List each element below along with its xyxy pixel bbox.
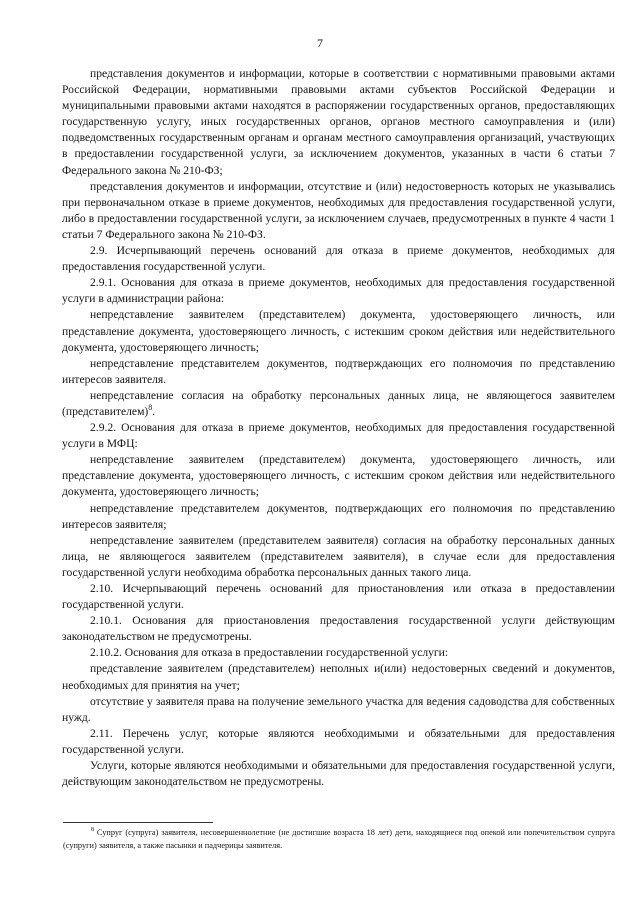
page-number: 7 (317, 36, 323, 50)
section-heading-2-9-1: 2.9.1. Основания для отказа в приеме документов, необходимых для предоставления государственной услуги в администрации района: (62, 276, 615, 306)
section-heading-2-10-2: 2.10.2. Основания для отказа в предоставлении государственной услуги: (90, 646, 449, 660)
paragraph-end-punctuation: . (152, 404, 156, 418)
list-item: непредставление заявителем (представителем заявителя) согласия на обработку персональных данных лица, не являющегося заявителем (представителем заявителя), в случае если для предоставления государственной услуги необходима обработка персональных данных такого лица. (62, 533, 615, 579)
footnote-reference: 8 (148, 403, 153, 413)
paragraph: представления документов и информации, которые в соответствии с нормативными правовыми актами Российской Федерации, нормативными правовыми актами субъектов Российской Федерации и муниципальными правовыми актами находятся в распоряжении государственных органов, предоставляющих государственную услугу, иных государственных органов, органов местного самоуправления и (или) подведомственных государственным органам и органам местного самоуправления организаций, участвующих в предоставлении государственной услуги, за исключением документов, указанных в части 6 статьи 7 Федерального закона № 210-ФЗ; (62, 67, 615, 177)
paragraph: Услуги, которые являются необходимыми и обязательными для предоставления государственной услуги, действующим законодательством не предусмотрены. (62, 759, 615, 789)
list-item: непредставление заявителем (представителем) документа, удостоверяющего личность, или представление документа, удостоверяющего личность, с истекшим сроком действия или недействительного документа, удостоверяющего личность; (62, 453, 615, 499)
list-item: непредставление представителем документов, подтверждающих его полномочия по представлению интересов заявителя; (62, 501, 615, 531)
section-heading-2-11: 2.11. Перечень услуг, которые являются необходимыми и обязательными для предоставления государственной услуги. (62, 726, 615, 756)
footnote-marker: 8 (91, 827, 94, 834)
footnotes (63, 827, 615, 852)
section-heading-2-9-2: 2.9.2. Основания для отказа в приеме документов, необходимых для предоставления государственной услуги в МФЦ: (62, 421, 615, 451)
document-body (62, 66, 615, 790)
footnote-separator (63, 822, 213, 823)
paragraph: представления документов и информации, отсутствие и (или) недостоверность которых не указывались при первоначальном отказе в приеме документов, необходимых для предоставления государственной услуги, либо в предоставлении государственной услуги, за исключением случаев, предусмотренных в пункте 4 части 1 статьи 7 Федерального закона № 210-ФЗ. (62, 179, 615, 241)
paragraph-text: непредставление согласия на обработку персональных данных лица, не являющегося заявителем (представителем) (62, 388, 615, 418)
list-item: представление заявителем (представителем) неполных и(или) недостоверных сведений и документов, необходимых для принятия на учет; (62, 662, 615, 692)
list-item-with-footnote (62, 388, 615, 420)
list-item: непредставление заявителем (представителем) документа, удостоверяющего личность, или представление документа, удостоверяющего личность, с истекшим сроком действия или недействительного документа, удостоверяющего личность; (62, 308, 615, 354)
section-heading-2-10-1: 2.10.1. Основания для приостановления предоставления государственной услуги действующим законодательством не предусмотрены. (62, 614, 615, 644)
list-item: непредставление представителем документов, подтверждающих его полномочия по представлению интересов заявителя. (62, 356, 615, 386)
section-heading-2-10: 2.10. Исчерпывающий перечень оснований для приостановления или отказа в предоставлении государственной услуги. (62, 582, 615, 612)
footnote (63, 827, 615, 852)
section-heading-2-9: 2.9. Исчерпывающий перечень оснований для отказа в приеме документов, необходимых для предоставления государственной услуги. (62, 244, 615, 274)
footnote-text: Супруг (супруга) заявителя, несовершеннолетние (не достигшие возраста 18 лет) дети, находящиеся под опекой или попечительством супруга (супруги) заявителя, а также пасынки и падчерицы заявителя. (63, 828, 615, 850)
list-item: отсутствие у заявителя права на получение земельного участка для ведения садоводства для собственных нужд. (62, 694, 615, 724)
